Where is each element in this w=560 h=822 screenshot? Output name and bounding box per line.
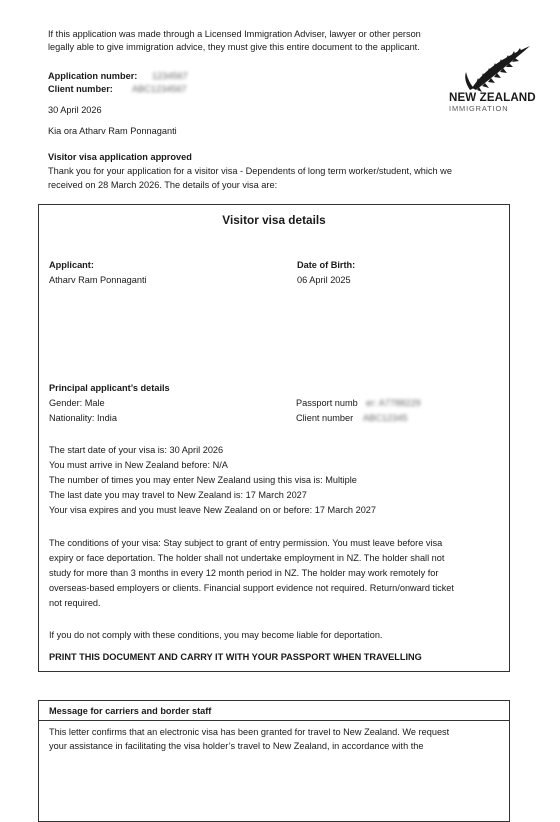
passport-value: er: A7788229 [366,398,421,408]
principal-gender: Gender: Male [49,398,105,408]
intro-line-1: Thank you for your application for a visitor visa - Dependents of long term worker/student, which we [48,166,452,176]
passport-label: Passport numb [296,398,358,408]
visa-details-title: Visitor visa details [222,213,326,227]
carrier-heading: Message for carriers and border staff [49,706,212,716]
conditions-line-1: The conditions of your visa: Stay subject to grant of entry permission. You must leave before visa [49,538,443,548]
visa-start-date: The start date of your visa is: 30 April 2026 [49,445,224,455]
greeting: Kia ora Atharv Ram Ponnaganti [48,126,177,136]
principal-nationality: Nationality: India [49,413,117,423]
carrier-line-2: your assistance in facilitating the visa holder’s travel to New Zealand, in accordance with the [49,741,424,751]
logo-subtitle: IMMIGRATION [449,104,509,113]
print-notice: PRINT THIS DOCUMENT AND CARRY IT WITH YOUR PASSPORT WHEN TRAVELLING [49,652,422,662]
visa-expiry: Your visa expires and you must leave New Zealand on or before: 17 March 2027 [49,505,377,515]
logo-title: NEW ZEALAND [449,91,536,104]
adviser-notice-line-2: legally able to give immigration advice, they must give this entire document to the applicant. [48,42,420,52]
visa-details-box [38,204,510,672]
principal-client-value: ABC12345 [363,413,408,423]
application-number-value: 1234567 [152,71,188,81]
comply-warning: If you do not comply with these conditions, you may become liable for deportation. [49,630,383,640]
applicant-label: Applicant: [49,260,94,270]
approval-heading: Visitor visa application approved [48,152,192,162]
carrier-message-box [38,700,510,822]
intro-line-2: received on 28 March 2026. The details of your visa are: [48,180,278,190]
carrier-line-1: This letter confirms that an electronic visa has been granted for travel to New Zealand. We request [49,727,450,737]
principal-client-label: Client number [296,413,354,423]
letter-date: 30 April 2026 [48,105,102,115]
adviser-notice-line-1: If this application was made through a Licensed Immigration Adviser, lawyer or other person [48,29,421,39]
applicant-value: Atharv Ram Ponnaganti [49,275,147,285]
client-number-label: Client number: [48,84,113,94]
client-number-value: ABC1234567 [132,84,187,94]
conditions-line-3: study for more than 3 months in every 12 month period in NZ. The holder may work remotely for [49,568,439,578]
conditions-line-4: overseas-based employers or clients. Financial support evidence not required. Return/onward ticket [49,583,454,593]
arrive-before: You must arrive in New Zealand before: N/A [49,460,228,470]
principal-applicant-heading: Principal applicant’s details [49,383,170,393]
number-of-entries: The number of times you may enter New Zealand using this visa is: Multiple [49,475,357,485]
application-number-label: Application number: [48,71,138,81]
dob-value: 06 April 2025 [297,275,351,285]
carrier-divider [39,720,509,721]
conditions-line-2: expiry or face deportation. The holder shall not undertake employment in NZ. The holder shall not [49,553,445,563]
dob-label: Date of Birth: [297,260,356,270]
last-travel-date: The last date you may travel to New Zealand is: 17 March 2027 [49,490,307,500]
conditions-line-5: not required. [49,598,101,608]
